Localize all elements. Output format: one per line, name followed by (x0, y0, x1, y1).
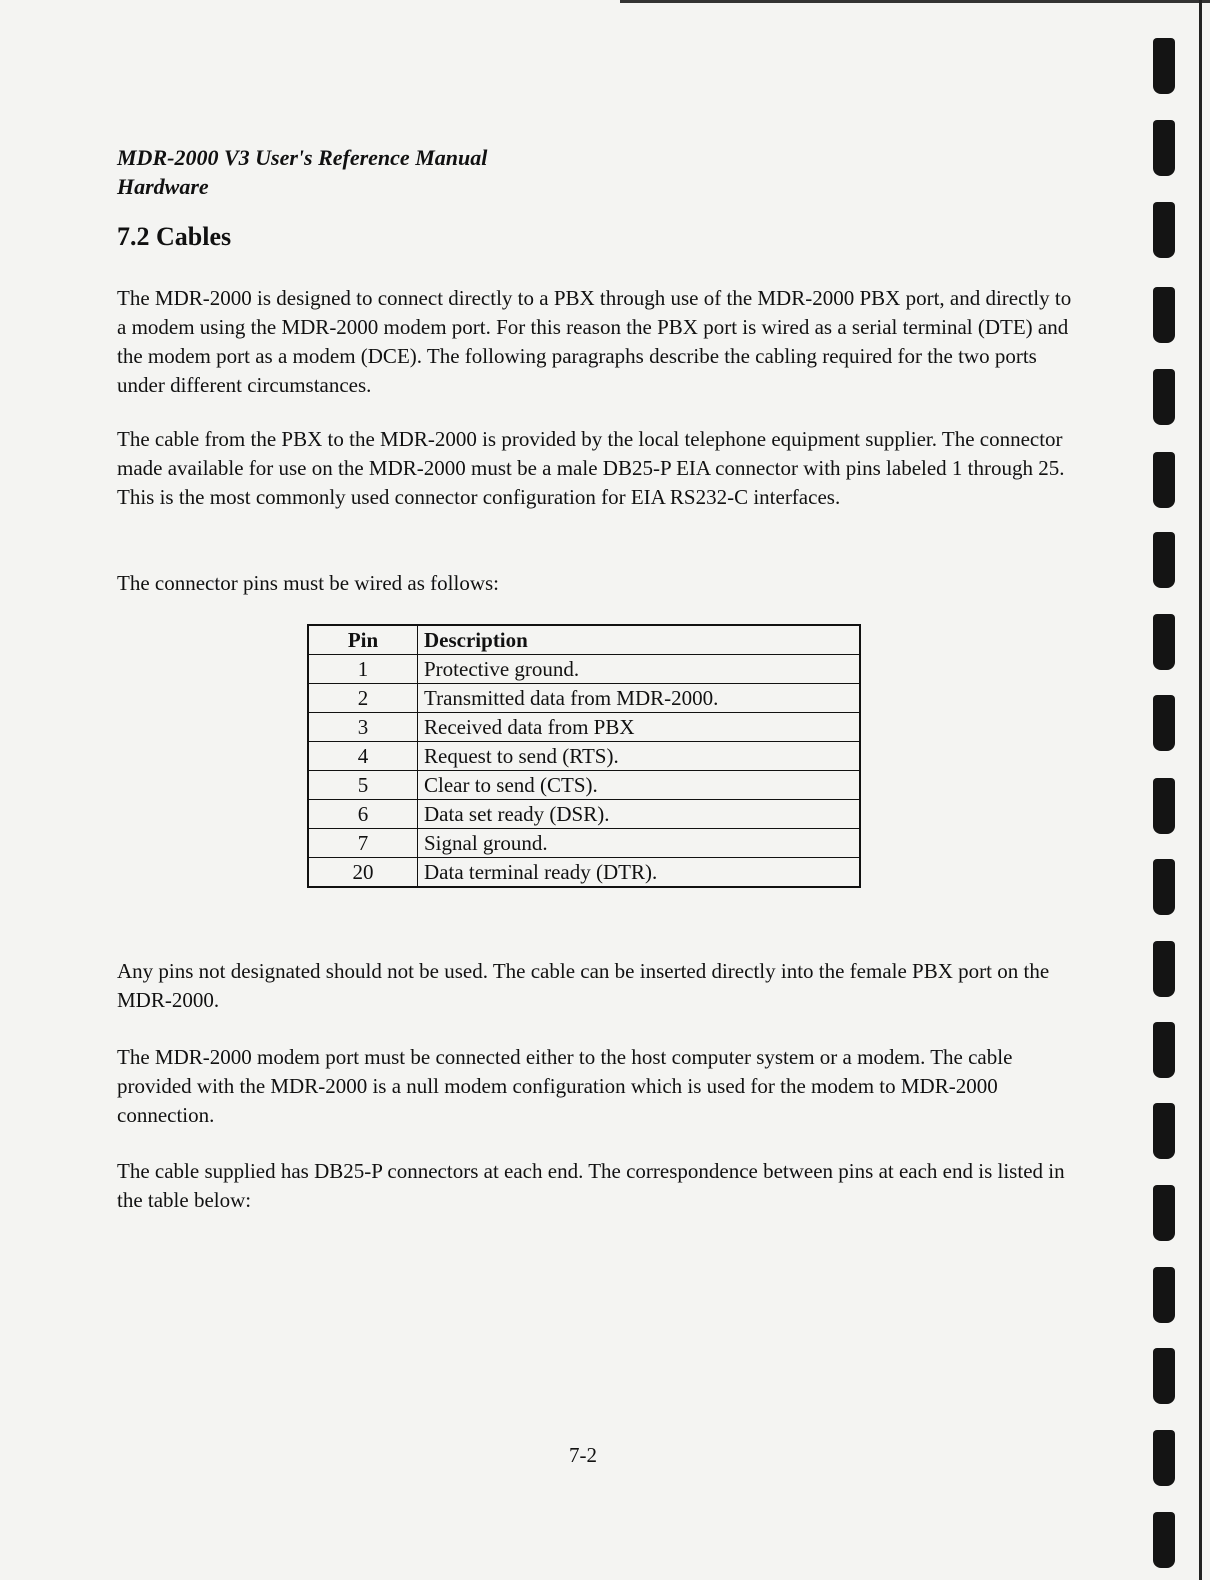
pin-description: Data set ready (DSR). (418, 800, 861, 829)
binding-holes (1153, 0, 1177, 1580)
binding-hole (1153, 287, 1175, 343)
paragraph-intro: The MDR-2000 is designed to connect directly to a PBX through use of the MDR-2000 PBX port, and directly to a modem using the MDR-2000 modem port. For this reason the PBX port is wired as a serial terminal (DTE) and the modem port as a modem (DCE). The following paragraphs describe the cabling required for the two ports under different circumstances. (117, 286, 1072, 397)
pin-number: 4 (308, 742, 418, 771)
top-rule (620, 0, 1210, 3)
binding-hole (1153, 202, 1175, 258)
pin-number: 5 (308, 771, 418, 800)
paragraph-modem-port: The MDR-2000 modem port must be connected either to the host computer system or a modem. The cable provided with the MDR-2000 is a null modem configuration which is used for the modem to MDR-2000 connection. (117, 1045, 1013, 1127)
binding-hole (1153, 1348, 1175, 1404)
table-row (308, 858, 860, 888)
page-number: 7-2 (569, 1443, 597, 1467)
paragraph-unused-pins: Any pins not designated should not be used. The cable can be inserted directly into the female PBX port on the MDR-2000. (117, 959, 1050, 1012)
pin-description: Signal ground. (418, 829, 861, 858)
paragraph-cable-supplied: The cable supplied has DB25-P connectors at each end. The correspondence between pins at each end is listed in the table below: (117, 1159, 1065, 1212)
binding-hole (1153, 369, 1175, 425)
binding-hole (1153, 778, 1175, 834)
binding-hole (1153, 452, 1175, 508)
binding-hole (1153, 1430, 1175, 1486)
section-title: 7.2 Cables (117, 222, 232, 251)
pin-table (307, 624, 861, 888)
table-row (308, 800, 860, 829)
pin-number: 1 (308, 655, 418, 684)
paragraph-pbx-cable: The cable from the PBX to the MDR-2000 is provided by the local telephone equipment supplier. The connector made available for use on the MDR-2000 must be a male DB25-P EIA connector with pins labeled 1 through 25. This is the most commonly used connector configuration for EIA RS232-C interfaces. (117, 427, 1065, 509)
pin-number: 6 (308, 800, 418, 829)
pin-description: Protective ground. (418, 655, 861, 684)
pin-number: 2 (308, 684, 418, 713)
pin-number: 3 (308, 713, 418, 742)
binding-hole (1153, 1267, 1175, 1323)
pin-description: Clear to send (CTS). (418, 771, 861, 800)
table-row (308, 771, 860, 800)
table-row (308, 655, 860, 684)
manual-title: MDR-2000 V3 User's Reference Manual (117, 145, 488, 170)
pin-number: 20 (308, 858, 418, 888)
binding-hole (1153, 941, 1175, 997)
binding-hole (1153, 1512, 1175, 1568)
binding-hole (1153, 532, 1175, 588)
binding-hole (1153, 1022, 1175, 1078)
pin-table-header-row (308, 625, 860, 655)
chapter-name: Hardware (117, 174, 209, 199)
table-row (308, 684, 860, 713)
paragraph-wiring-lead: The connector pins must be wired as follows: (117, 571, 499, 595)
pin-description: Received data from PBX (418, 713, 861, 742)
pin-description: Data terminal ready (DTR). (418, 858, 861, 888)
pin-description: Request to send (RTS). (418, 742, 861, 771)
table-row (308, 713, 860, 742)
table-row (308, 742, 860, 771)
binding-hole (1153, 38, 1175, 94)
binding-hole (1153, 120, 1175, 176)
page-edge (1199, 0, 1202, 1580)
table-row (308, 829, 860, 858)
binding-hole (1153, 1103, 1175, 1159)
running-header (117, 143, 487, 201)
pin-description: Transmitted data from MDR-2000. (418, 684, 861, 713)
binding-hole (1153, 695, 1175, 751)
binding-hole (1153, 1185, 1175, 1241)
pin-number: 7 (308, 829, 418, 858)
binding-hole (1153, 614, 1175, 670)
binding-hole (1153, 859, 1175, 915)
description-column-header: Description (418, 625, 861, 655)
pin-column-header: Pin (308, 625, 418, 655)
